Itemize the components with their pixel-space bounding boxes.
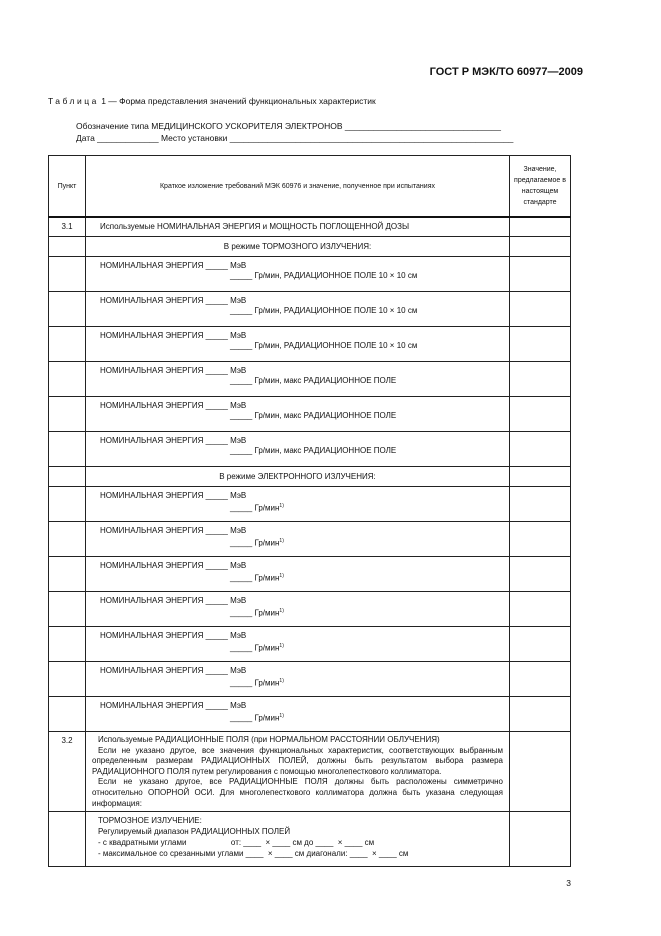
row-text	[86, 592, 510, 627]
dose-rate-text: _____ Гр/мин	[230, 713, 280, 723]
footnote-mark: 1)	[279, 643, 284, 649]
row-text	[86, 627, 510, 662]
col-header-summary: Краткое изложение требований МЭК 60976 и значение, полученное при испытаниях	[86, 156, 510, 218]
standard-header: ГОСТ Р МЭК/ТО 60977—2009	[429, 66, 583, 78]
table-row	[49, 487, 571, 522]
footnote-mark: 1)	[279, 608, 284, 614]
row-text	[86, 292, 510, 327]
dose-rate-line	[100, 606, 509, 619]
footnote-mark: 1)	[279, 678, 284, 684]
characteristics-table	[48, 155, 571, 867]
text-line: ТОРМОЗНОЕ ИЗЛУЧЕНИЕ:	[98, 816, 202, 826]
energy-line: НОМИНАЛЬНАЯ ЭНЕРГИЯ _____ МэВ	[100, 701, 247, 710]
dose-rate-text: _____ Гр/мин	[230, 678, 280, 688]
footnote-mark: 1)	[279, 573, 284, 579]
table-row	[49, 557, 571, 592]
caption-text: 1 — Форма представления значений функциональных характеристик	[98, 96, 376, 106]
table-row	[49, 397, 571, 432]
energy-line: НОМИНАЛЬНАЯ ЭНЕРГИЯ _____ МэВ	[100, 331, 247, 340]
paragraph: Если не указано другое, все РАДИАЦИОННЫЕ ПОЛЯ должны быть расположены симметрично относительно ОПОРНОЙ ОСИ. Для многолепесткового коллиматора должна быть указана следующая информация:	[92, 777, 503, 808]
table-row	[49, 362, 571, 397]
row-text	[86, 397, 510, 432]
footnote-mark: 1)	[279, 713, 284, 719]
table-row	[49, 257, 571, 292]
table-row	[49, 327, 571, 362]
dose-rate-text: _____ Гр/мин	[230, 573, 280, 583]
energy-line: НОМИНАЛЬНАЯ ЭНЕРГИЯ _____ МэВ	[100, 491, 247, 500]
col-header-item: Пункт	[49, 156, 86, 218]
row-text	[86, 812, 510, 867]
dose-rate-text: _____ Гр/мин	[230, 643, 280, 653]
paragraph: Используемые РАДИАЦИОННЫЕ ПОЛЯ (при НОРМАЛЬНОМ РАССТОЯНИИ ОБЛУЧЕНИЯ)	[98, 735, 440, 744]
row-text	[86, 327, 510, 362]
table-row	[49, 812, 571, 867]
dose-rate-text: _____ Гр/мин	[230, 608, 280, 618]
table-row	[49, 627, 571, 662]
dose-rate-line	[100, 271, 509, 281]
row-text	[86, 662, 510, 697]
dose-rate-text: _____ Гр/мин	[230, 538, 280, 548]
table-row	[49, 432, 571, 467]
dose-rate-text: _____ Гр/мин, макс РАДИАЦИОННОЕ ПОЛЕ	[230, 411, 397, 420]
accelerator-type-field: Обозначение типа МЕДИЦИНСКОГО УСКОРИТЕЛЯ ЭЛЕКТРОНОВ _________________________________	[76, 121, 501, 131]
dose-rate-text: _____ Гр/мин, РАДИАЦИОННОЕ ПОЛЕ 10 × 10 см	[230, 341, 418, 350]
dose-rate-text: _____ Гр/мин, макс РАДИАЦИОННОЕ ПОЛЕ	[230, 446, 397, 455]
dose-rate-line	[100, 446, 509, 456]
energy-line: НОМИНАЛЬНАЯ ЭНЕРГИЯ _____ МэВ	[100, 666, 247, 675]
table-row	[49, 592, 571, 627]
dose-rate-line	[100, 536, 509, 549]
dose-rate-line	[100, 376, 509, 386]
page-number: 3	[566, 878, 571, 888]
table-row	[49, 217, 571, 237]
text-line: - с квадратными углами от: ____ × ____ см до ____ × ____ см	[98, 838, 375, 848]
table-row	[49, 522, 571, 557]
dose-rate-text: _____ Гр/мин, макс РАДИАЦИОННОЕ ПОЛЕ	[230, 376, 397, 385]
energy-line: НОМИНАЛЬНАЯ ЭНЕРГИЯ _____ МэВ	[100, 526, 247, 535]
footnote-mark: 1)	[279, 538, 284, 544]
date-location-field: Дата _____________ Место установки ____________________________________________________________	[76, 133, 514, 143]
energy-line: НОМИНАЛЬНАЯ ЭНЕРГИЯ _____ МэВ	[100, 436, 247, 445]
text-line: Регулируемый диапазон РАДИАЦИОННЫХ ПОЛЕЙ	[98, 827, 291, 837]
table-row	[49, 292, 571, 327]
table-row	[49, 732, 571, 812]
dose-rate-text: _____ Гр/мин, РАДИАЦИОННОЕ ПОЛЕ 10 × 10 см	[230, 271, 418, 280]
row-text	[86, 432, 510, 467]
dose-rate-line	[100, 411, 509, 421]
text-line: - максимальное со срезанными углами ____ × ____ см диагонали: ____ × ____ см	[98, 849, 409, 859]
row-text	[86, 487, 510, 522]
caption-word: Таблица	[48, 96, 99, 106]
row-text	[86, 557, 510, 592]
mode-heading: В режиме ТОРМОЗНОГО ИЗЛУЧЕНИЯ:	[86, 237, 510, 257]
paragraph: Если не указано другое, все значения функциональных характеристик, соответствующих выбранным определенным размерам РАДИАЦИОННЫХ ПОЛЕЙ, должны быть результатом выбора размера РАДИАЦИОННОГО ПОЛЯ путем регулирования с помощью многолепесткового коллиматора.	[92, 745, 503, 776]
row-text	[86, 362, 510, 397]
energy-line: НОМИНАЛЬНАЯ ЭНЕРГИЯ _____ МэВ	[100, 561, 247, 570]
table-row	[49, 697, 571, 732]
dose-rate-text: _____ Гр/мин, РАДИАЦИОННОЕ ПОЛЕ 10 × 10 см	[230, 306, 418, 315]
row-text: Используемые НОМИНАЛЬНАЯ ЭНЕРГИЯ и МОЩНОСТЬ ПОГЛОЩЕННОЙ ДОЗЫ	[86, 217, 510, 237]
row-text	[86, 732, 510, 812]
dose-rate-text: _____ Гр/мин	[230, 503, 280, 513]
energy-line: НОМИНАЛЬНАЯ ЭНЕРГИЯ _____ МэВ	[100, 261, 247, 270]
dose-rate-line	[100, 501, 509, 514]
dose-rate-line	[100, 341, 509, 351]
table-row	[49, 467, 571, 487]
row-text	[86, 697, 510, 732]
footnote-mark: 1)	[279, 503, 284, 509]
energy-line: НОМИНАЛЬНАЯ ЭНЕРГИЯ _____ МэВ	[100, 296, 247, 305]
row-text	[86, 257, 510, 292]
dose-rate-line	[100, 711, 509, 724]
energy-line: НОМИНАЛЬНАЯ ЭНЕРГИЯ _____ МэВ	[100, 366, 247, 375]
energy-line: НОМИНАЛЬНАЯ ЭНЕРГИЯ _____ МэВ	[100, 596, 247, 605]
table-caption	[48, 96, 376, 106]
row-text	[86, 522, 510, 557]
energy-line: НОМИНАЛЬНАЯ ЭНЕРГИЯ _____ МэВ	[100, 401, 247, 410]
dose-rate-line	[100, 571, 509, 584]
table-row	[49, 237, 571, 257]
dose-rate-line	[100, 676, 509, 689]
item-number: 3.1	[49, 217, 86, 237]
dose-rate-line	[100, 641, 509, 654]
mode-heading: В режиме ЭЛЕКТРОННОГО ИЗЛУЧЕНИЯ:	[86, 467, 510, 487]
energy-line: НОМИНАЛЬНАЯ ЭНЕРГИЯ _____ МэВ	[100, 631, 247, 640]
table-row	[49, 662, 571, 697]
item-number: 3.2	[49, 732, 86, 812]
col-header-proposed: Значение, предлагаемое в настоящем стандарте	[510, 156, 571, 218]
dose-rate-line	[100, 306, 509, 316]
